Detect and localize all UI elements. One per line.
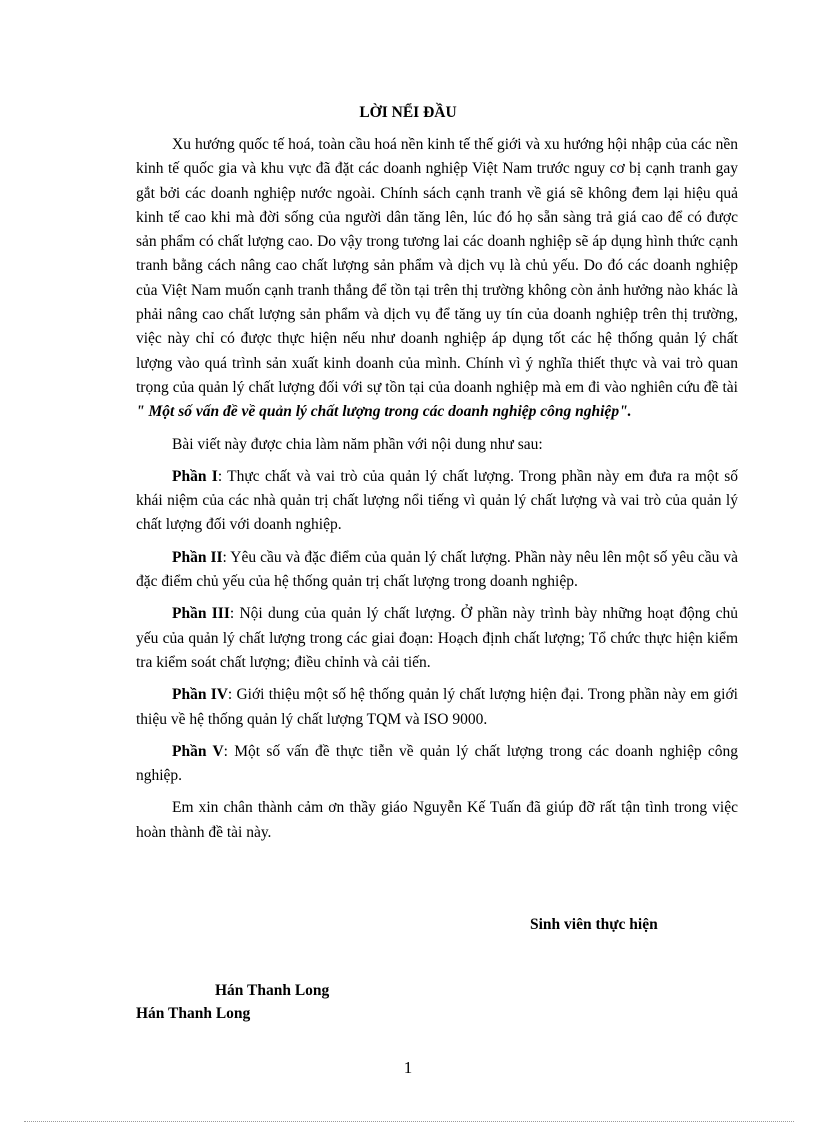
intro-text: Xu hướng quốc tế hoá, toàn cầu hoá nền kinh tế thế giới và xu hướng hội nhập của các nền kinh tế quốc gia và khu vực đã đặt các doanh nghiệp Việt Nam trước nguy cơ bị cạnh tranh gay gắt bởi các doanh nghiệp nước ngoài. Chính sách cạnh tranh về giá sẽ không đem lại hiệu quả kinh tế cao khi mà đời sống của người dân tăng lên, lúc đó họ sẵn sàng trả giá cao để có được sản phẩm có chất lượng cao. Do vậy trong tương lai các doanh nghiệp sẽ áp dụng hình thức cạnh tranh bằng cách nâng cao chất lượng sản phẩm và dịch vụ là chủ yếu. Do đó các doanh nghiệp của Việt Nam muốn cạnh tranh thắng để tồn tại trên thị trường không còn ảnh hưởng nào khác là phải nâng cao chất lượng sản phẩm và dịch vụ để tăng uy tín của doanh nghiệp trên thị trường, việc này chỉ có được thực hiện nếu như doanh nghiệp áp dụng tốt các hệ thống quản lý chất lượng vào quá trình sản xuất kinh doanh của mình. Chính vì ý nghĩa thiết thực và vai trò quan trọng của quản lý chất lượng đối với sự tồn tại của doanh nghiệp mà em đi vào nghiên cứu đề tài [136, 136, 738, 396]
author-name: Hán Thanh Long [215, 982, 330, 999]
part-paragraph-3 [136, 602, 738, 675]
intro-paragraph [136, 133, 738, 425]
document-title: LỜI NỂI ĐẦU [359, 104, 457, 121]
document-body [136, 133, 738, 853]
footer-divider [24, 1121, 794, 1122]
part-text: : Nội dung của quản lý chất lượng. Ở phần này trình bày những hoạt động chủ yếu của quản lý chất lượng trong các giai đoạn: Hoạch định chất lượng; Tổ chức thực hiện kiểm tra kiểm soát chất lượng; điều chỉnh và cải tiến. [136, 605, 739, 671]
part-label: Phần I [172, 467, 218, 485]
author-name-repeat: Hán Thanh Long [136, 1005, 251, 1022]
part-paragraph-4 [136, 683, 738, 732]
part-label: Phần V [172, 742, 224, 760]
structure-paragraph: Bài viết này được chia làm năm phần với nội dung như sau: [172, 435, 543, 453]
part-text: : Một số vấn đề thực tiễn về quản lý chất lượng trong các doanh nghiệp công nghiệp. [136, 742, 738, 785]
part-label: Phần II [172, 548, 223, 566]
topic-title: " Một số vấn đề về quản lý chất lượng trong các doanh nghiệp công nghiệp". [136, 403, 632, 421]
signature-label: Sinh viên thực hiện [530, 916, 658, 933]
thanks-paragraph: Em xin chân thành cảm ơn thầy giáo Nguyễn Kế Tuấn đã giúp đỡ rất tận tình trong việc hoàn thành đề tài này. [136, 799, 738, 841]
part-label: Phần IV [172, 686, 228, 704]
part-paragraph-1 [136, 465, 738, 538]
part-paragraph-2 [136, 546, 738, 595]
part-text: : Yêu cầu và đặc điểm của quản lý chất lượng. Phần này nêu lên một số yêu cầu và đặc điểm chủ yếu của hệ thống quản trị chất lượng trong doanh nghiệp. [136, 548, 738, 591]
part-text: : Thực chất và vai trò của quản lý chất lượng. Trong phần này em đưa ra một số khái niệm của các nhà quản trị chất lượng nổi tiếng vì quản lý chất lượng và vai trò của quản lý chất lượng đối với doanh nghiệp. [136, 467, 738, 534]
part-paragraph-5 [136, 740, 738, 789]
part-label: Phần III [172, 605, 230, 623]
page-number: 1 [403, 1058, 413, 1077]
part-text: : Giới thiệu một số hệ thống quản lý chất lượng hiện đại. Trong phần này em giới thiệu về hệ thống quản lý chất lượng TQM và ISO 9000. [136, 686, 738, 728]
